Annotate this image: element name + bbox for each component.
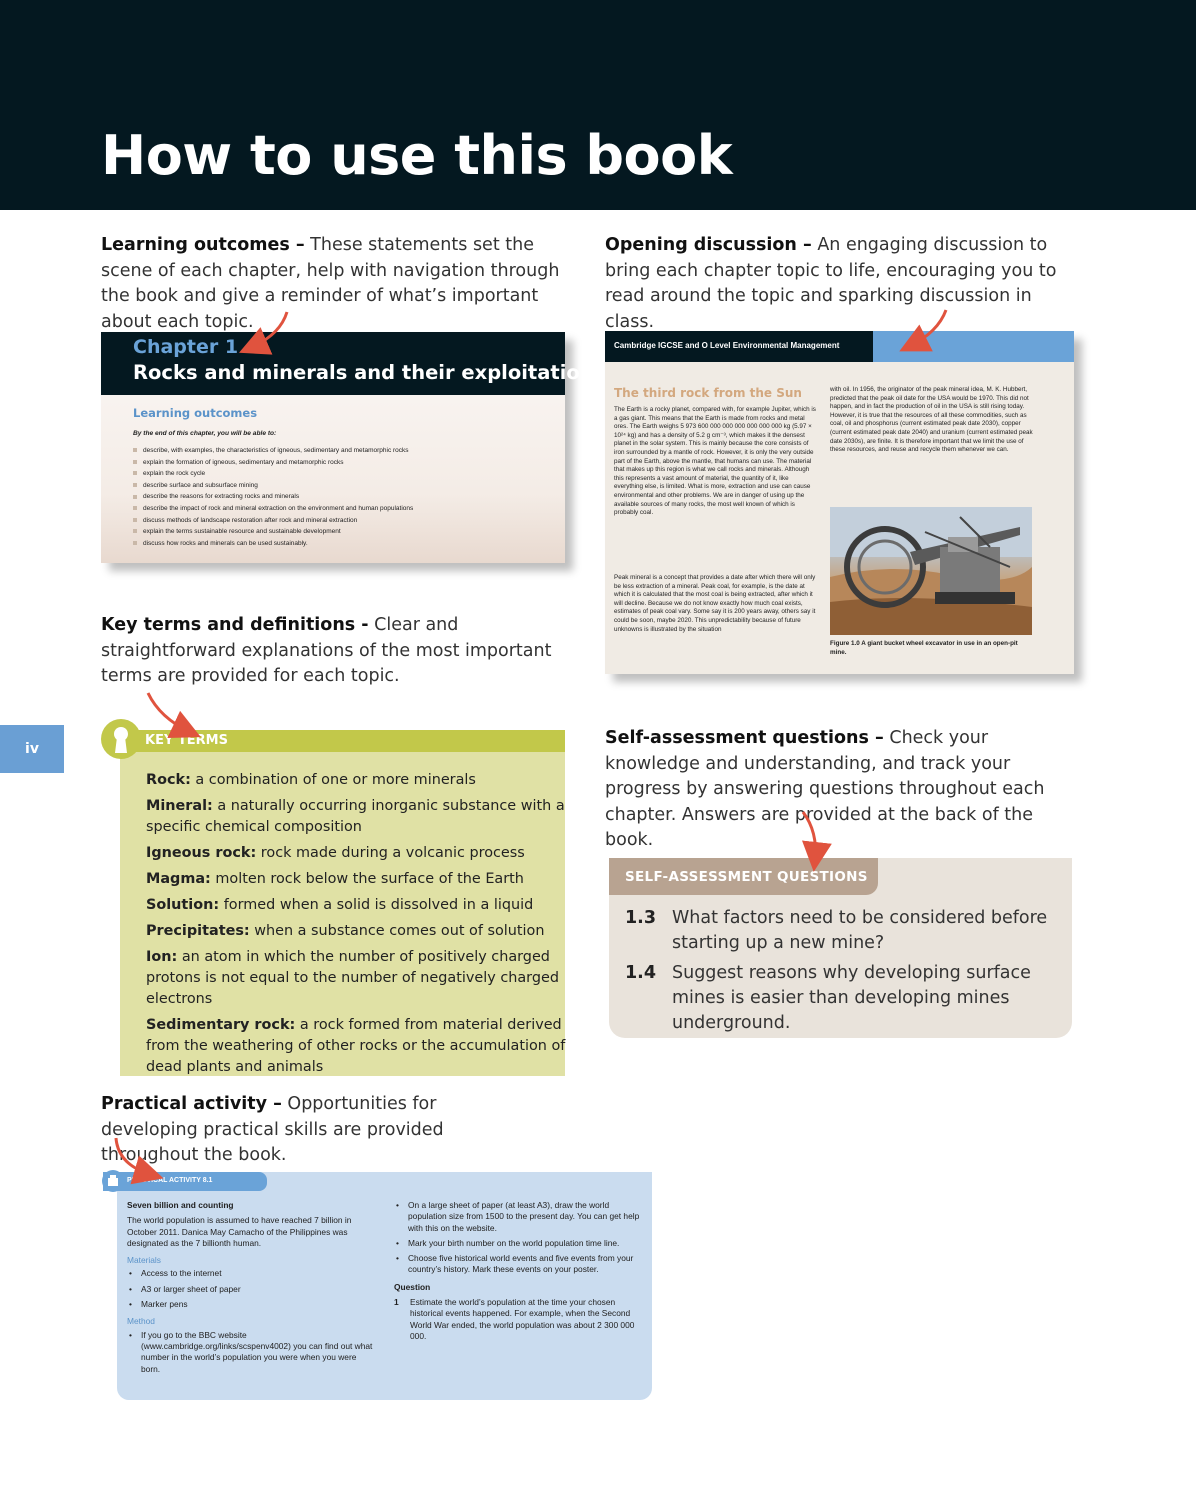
activity-intro: The world population is assumed to have reached 7 billion in October 2011. Danica May Camacho of the Philippines was designated as the 7 billionth human.: [127, 1215, 352, 1248]
learning-outcomes-label: Learning outcomes: [133, 406, 258, 420]
term-word: Magma:: [146, 871, 211, 887]
list-item: • On a large sheet of paper (at least A3), draw the world population size from 1500 to the present day. You can get help with this on the website.: [394, 1200, 644, 1234]
sample-header-title: Cambridge IGCSE and O Level Environmental Management: [614, 341, 840, 350]
list-item: discuss methods of landscape restoration after rock and mineral extraction: [133, 515, 413, 527]
sample-paragraph: The Earth is a rocky planet, compared with, for example Jupiter, which is a gas giant. This means that the Earth is made from rocks and metal ores. The Earth weighs 5 973 600 000 000 000 000 000 000 kg (5.97 × 10²⁴ kg) and has a density of 5.2 g cm⁻³, which makes it the densest planet in the solar system. This is mainly because the core consists of iron surrounded by a mantle of rock. However, it is only the very outside part of the Earth, above the mantle, that humans can use. The material that makes up this region is what we call rocks and minerals. Although this represents a vast amount of material, the quantity of it, like everything else, is limited. What is more, extraction and use can cause environmental and other problems. We are in danger of using up the available sources of many rocks, the most well known of which is probably coal.: [614, 406, 816, 517]
term-definition: rock made during a volcanic process: [256, 845, 525, 861]
key-terms-text: Clear and straightforward explanations of the most important terms are provided for each topic.: [101, 615, 552, 686]
question-heading: Question: [394, 1281, 431, 1292]
self-assessment-text: Check your knowledge and understanding, and track your progress by answering questions throughout each chapter. Answers are provided at the back of the book.: [605, 728, 1045, 850]
list-item: explain the formation of igneous, sedimentary and metamorphic rocks: [133, 457, 413, 469]
chapter-title: Rocks and minerals and their exploitation: [133, 361, 594, 384]
list-item: discuss how rocks and minerals can be used sustainably.: [133, 538, 413, 550]
sample-paragraph: Peak mineral is a concept that provides a date after which there will only be less extraction of a mineral. Peak coal, for example, is the date at which it is calculated that the most coal is being extracted, after which it will decline. Because we do not know exactly how much coal exists, estimates of peak coal vary. Some say it is 200 years away, others say it could be soon, maybe 2020. This unpredictability because of future unknowns is illustrated by the situation: [614, 574, 816, 633]
question-number: 1: [394, 1297, 399, 1308]
opening-discussion-text: An engaging discussion to bring each chapter topic to life, encouraging you to read around the topic and sparking discussion in class.: [605, 235, 1057, 332]
list-item: • Choose five historical world events and five events from your country’s history. Mark these events on your poster.: [394, 1253, 644, 1276]
term-word: Rock:: [146, 772, 191, 788]
term-definition: a combination of one or more minerals: [190, 772, 476, 788]
arrow-learning: [250, 312, 287, 348]
term-word: Mineral:: [146, 798, 213, 814]
term-word: Solution:: [146, 897, 220, 913]
term-definition: when a substance comes out of solution: [249, 923, 545, 939]
arrow-keyterms: [148, 693, 190, 732]
question-text: Suggest reasons why developing surface mines is easier than developing mines underground.: [672, 963, 1031, 1033]
term-definition: a naturally occurring inorganic substance with a specific chemical composition: [146, 798, 565, 835]
practical-activity-label: PRACTICAL ACTIVITY 8.1: [127, 1177, 213, 1184]
practical-activity-text: Opportunities for developing practical skills are provided throughout the book.: [101, 1094, 444, 1165]
list-item: • A3 or larger sheet of paper: [127, 1284, 377, 1295]
page-number: iv: [25, 741, 39, 757]
term-definition: an atom in which the number of positively charged protons is not equal to the number of negatively charged electrons: [146, 949, 559, 1007]
term-word: Igneous rock:: [146, 845, 257, 861]
learning-outcomes-lead: By the end of this chapter, you will be able to:: [133, 430, 277, 437]
list-item: • Marker pens: [127, 1299, 377, 1310]
arrow-selfassess: [803, 812, 816, 860]
question-text: Estimate the world’s population at the time your chosen historical events happened. For example, when the Second World War ended, the world population was about 2 300 000 000.: [410, 1297, 635, 1341]
arrow-practical: [116, 1138, 152, 1175]
term-word: Ion:: [146, 949, 178, 965]
list-item: describe the impact of rock and mineral extraction on the environment and human populations: [133, 503, 413, 515]
materials-heading: Materials: [127, 1255, 161, 1266]
list-item: • Access to the internet: [127, 1268, 377, 1279]
term-word: Precipitates:: [146, 923, 250, 939]
list-item: describe surface and subsurface mining: [133, 480, 413, 492]
term-definition: molten rock below the surface of the Earth: [210, 871, 524, 887]
key-terms-label: KEY TERMS: [145, 733, 228, 748]
page-title: How to use this book: [101, 124, 733, 187]
question-number: 1.3: [625, 908, 657, 928]
list-item: • Mark your birth number on the world population time line.: [394, 1238, 644, 1249]
term-word: Sedimentary rock:: [146, 1017, 296, 1033]
list-item: explain the rock cycle: [133, 468, 413, 480]
learning-outcomes-text: These statements set the scene of each chapter, help with navigation through the book and give a reminder of what’s important about each topic.: [101, 235, 560, 332]
self-assessment-heading: Self-assessment questions –: [605, 728, 884, 748]
key-terms-heading: Key terms and definitions -: [101, 615, 369, 635]
list-item: describe, with examples, the characteristics of igneous, sedimentary and metamorphic rocks: [133, 445, 413, 457]
list-item: describe the reasons for extracting rocks and minerals: [133, 491, 413, 503]
practical-activity-heading: Practical activity –: [101, 1094, 282, 1114]
question-text: What factors need to be considered before starting up a new mine?: [672, 908, 1048, 953]
list-item: • If you go to the BBC website (www.cambridge.org/links/scspenv4002) you can find out what number in the world’s population you were when you were born.: [127, 1330, 377, 1375]
activity-title: Seven billion and counting: [127, 1200, 234, 1210]
question-number: 1.4: [625, 963, 657, 983]
sample-paragraph: with oil. In 1956, the originator of the peak mineral idea, M. K. Hubbert, predicted that the peak oil date for the USA would be 1970. This did not happen, and in fact the production of oil in the USA is still rising today. However, it is true that the resources of all these commodities, such as coal, oil and phosphorus (current estimated peak date 2030), copper (current estimated peak date 2040) and uranium (current estimated peak date 2030s), are finite. It is therefore important that we limit the use of these resources, and reuse and recycle them whenever we can.: [830, 386, 1033, 454]
term-definition: formed when a solid is dissolved in a liquid: [219, 897, 534, 913]
method-heading: Method: [127, 1316, 155, 1327]
chapter-number: Chapter 1: [133, 336, 239, 358]
sample-heading: The third rock from the Sun: [614, 386, 802, 400]
opening-discussion-heading: Opening discussion –: [605, 235, 812, 255]
self-assessment-label: SELF-ASSESSMENT QUESTIONS: [625, 869, 868, 885]
arrow-opening: [910, 310, 946, 346]
learning-outcomes-heading: Learning outcomes –: [101, 235, 305, 255]
term-definition: a rock formed from material derived from the weathering of other rocks or the accumulation of dead plants and animals: [146, 1017, 566, 1075]
list-item: explain the terms sustainable resource and sustainable development: [133, 526, 413, 538]
figure-caption: Figure 1.0 A giant bucket wheel excavator in use in an open-pit mine.: [830, 640, 1018, 656]
